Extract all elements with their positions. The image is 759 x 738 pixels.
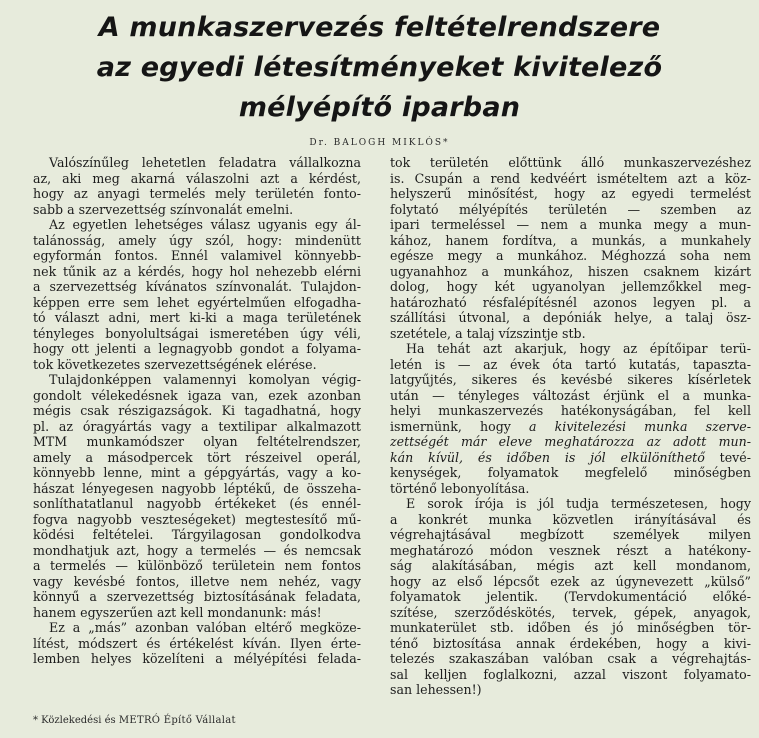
left-column-line: Valószínűleg lehetetlen feladatra vállalkozna [49,155,361,170]
right-column-line: a konkrét munka közvetlen irányításával és [390,511,751,527]
title-line-1: A munkaszervezés feltételrendszere [98,12,661,43]
right-column-line: végrehajtásával megbízott személyek milyen [390,527,751,542]
title-line-2: az egyedi létesítményeket kivitelező [96,52,663,83]
right-column-line: helyi munkaszervezés hatékonyságában, fel kell [390,403,751,418]
left-column-line: hogy az anyagi termelés mely területén fonto- [33,186,361,201]
right-column-line: hogy az első lépcsőt ezek az úgynevezett „külső” [390,573,751,589]
left-column-line: Az egyetlen lehetséges válasz ugyanis egy ál- [49,217,361,232]
right-column-line: tok területén előttünk álló munkaszervezéshez [390,155,751,170]
left-column-line: nek tűnik az a kérdés, hogy hol nehezebb elérni [33,263,361,279]
left-column-line: lítést, módszert és értékelést kíván. Ilyen érte- [33,635,361,651]
left-column-line: hanem egyszerűen azt kell mondanunk: más! [33,604,322,620]
right-column-line: is. Csupán a rend kedvéért ismételtem azt a köz- [390,170,751,186]
right-column-line: ismernünk, hogy a kivitelezési munka szerve- [390,418,751,434]
left-column-line: tok következetes szervezettségének elérése. [33,356,317,372]
right-column-line: folyamatok jelentik. (Tervdokumentáció előké- [390,589,751,604]
left-column-line: fogva nagyobb veszteségeket) megtestesítő mű- [33,511,361,527]
left-column-line: pl. az óragyártás vagy a textilipar alkalmazott [33,418,361,434]
left-column-line: amely a másodpercek tört részeivel operál, [33,449,361,465]
left-column-line: az, aki meg akarná válaszolni azt a kérdést, [33,170,361,186]
footnote [33,714,236,728]
left-column-line: a szervezettség kívánatos színvonalát. Tulajdon- [33,279,361,294]
right-column-line: zettségét már eleve meghatározza az adott mun- [390,434,751,449]
left-column-line: Ez a „más” azonban valóban eltérő megköze- [49,620,361,635]
title-line-3: mélyépítő iparban [238,92,521,123]
left-column-line: mondhatjuk azt, hogy a termelés — és nemcsak [33,542,361,558]
left-column-line: tó választ adni, mert ki-ki a maga területének [33,310,361,325]
left-column-line: gondolt vélekedésnek igaza van, ezek azonban [33,387,361,403]
right-column-line: letén is — az évek óta tartó kutatás, tapaszta- [390,356,751,372]
left-column-line: MTM munkamódszer olyan feltételrendszer, [33,434,361,449]
right-column-line: sal kelljen foglalkozni, azzal viszont folyamato- [390,666,751,682]
footnote-prefix: * Közlekedési és [33,715,116,726]
right-column-line: egésze megy a munkához. Méghozzá soha nem [390,248,751,263]
right-column-line: történő lebonyolítása. [390,480,530,496]
left-column-line: mégis csak részigazságok. Ki tagadhatná, hogy [33,403,361,418]
left-column-line: ködési feltételei. Tárgyilagosan gondolkodva [33,527,361,542]
right-column-line: helyszerű minősítést, hogy az egyedi termelést [390,186,751,201]
right-column-line: ugyanahhoz a munkához, hiszen csaknem kizárt [390,263,751,279]
right-column-line: szítése, szerződéskötés, tervek, gépek, anyagok, [390,604,751,620]
right-column-line: munkaterület stb. időben és jó minőségben tör- [390,620,751,635]
left-text-column [33,155,361,667]
right-column-line: ság alakításában, mégis azt kell mondanom, [390,558,751,573]
left-column-line: egyformán fontos. Ennél valamivel könnyebb- [33,248,361,263]
article-title [0,8,759,128]
left-column-line: a termelés — különböző területein nem fontos [33,558,361,573]
right-column-line: meghatározó módon vesznek részt a hatékony- [390,542,751,558]
left-column-line: vagy kevésbé fontos, illetve nem nehéz, vagy [33,573,361,589]
right-column-line: E sorok írója is jól tudja természetesen, hogy [406,496,751,511]
left-column-line: sabb a szervezettség színvonalát emelni. [33,201,294,217]
right-column-line: kán kívül, és időben is jól elkülöníthető tevé- [390,449,751,465]
left-column-line: hászat lényegesen nagyobb léptékű, de összeha- [33,480,361,496]
left-column-line: Tulajdonképpen valamennyi komolyan végig- [49,372,361,387]
right-text-column [390,155,751,698]
right-column-line: szetétele, a talaj vízszintje stb. [390,325,586,341]
right-column-line: san lehessen!) [390,682,482,697]
right-column-line: után — tényleges változást érjünk el a munka- [390,387,751,403]
footnote-organization: METRÓ Építő Vállalat [118,715,236,726]
left-column-line: képpen erre sem lehet egyértelműen elfogadha- [33,294,361,310]
right-column-line: telezés szakaszában valóban csak a végrehajtás- [390,651,751,666]
right-column-line: ténő biztosítása annak érdekében, hogy a kivi- [390,635,751,651]
right-column-line: folytató mélyépítés területén — szemben az [390,201,751,217]
left-column-line: lemben helyes közelíteni a mélyépítési felada- [33,651,361,666]
right-column-line: ipari termeléssel — nem a munka megy a mun- [390,217,751,232]
right-column-line: kához, hanem fordítva, a munkás, a munkahely [390,232,751,248]
left-column-line: hogy ott jelenti a legnagyobb gondot a folyama- [33,341,361,356]
left-column-line: sonlíthatatlanul nagyobb értékeket (és ennél- [33,496,361,511]
left-column-line: könnyű a szervezettség biztosításának feladata, [33,589,361,604]
right-column-line: latgyűjtés, sikeres és kevésbé sikeres kísérletek [390,372,751,387]
right-column-line: dolog, hogy két ugyanolyan jellemzőkkel meg- [390,279,751,294]
right-column-line: határozható résfalépítésnél azonos legyen pl. a [390,294,751,310]
right-column-line: kenységek, folyamatok megfelelő minőségben [390,465,751,480]
author-byline: Dr. BALOGH MIKLÓS* [309,138,450,148]
left-column-line: tényleges bonyolultságai ismeretében úgy véli, [33,325,361,341]
right-column-line: szállítási útvonal, a depóniák helye, a talaj ösz- [390,310,751,325]
left-column-line: talánosság, amely úgy szól, hogy: mindenütt [33,232,361,248]
left-column-line: könnyebb lenne, mint a gépgyártás, vagy a ko- [33,465,361,480]
right-column-line: Ha tehát azt akarjuk, hogy az építőipar terü- [406,341,751,356]
